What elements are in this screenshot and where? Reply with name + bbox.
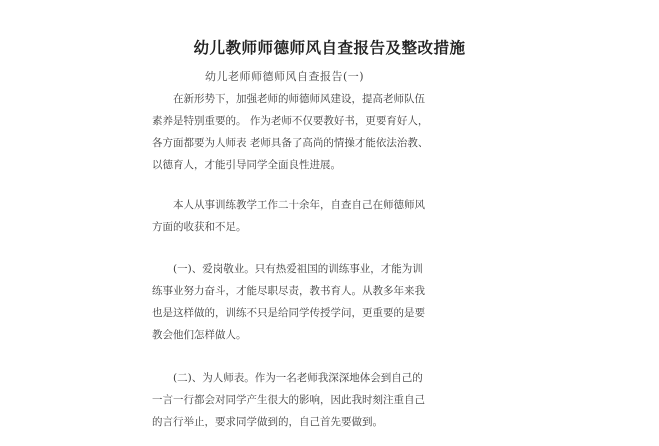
paragraph-line: (一)、爱岗敬业。只有热爱祖国的训练事业，才能为训 <box>173 263 423 275</box>
paragraph-line: 练事业努力奋斗，才能尽职尽责，教书育人。从教多年来我 <box>152 285 425 297</box>
document-title: 幼儿教师师德师风自查报告及整改措施 <box>193 39 466 57</box>
paragraph-dedication <box>152 258 472 346</box>
paragraph-line: 本人从事训练教学工作二十余年，自查自己在师德师风 <box>173 199 425 211</box>
paragraph-line: 一言一行都会对同学产生很大的影响，因此我时刻注重自己 <box>152 394 425 406</box>
paragraph-line: (二)、为人师表。作为一名老师我深深地体会到自己的 <box>173 372 423 384</box>
paragraph-line: 各方面都要为人师表 老师具备了高尚的情操才能依法治教、 <box>152 137 429 149</box>
paragraph-self-review <box>152 194 472 238</box>
paragraph-line: 以德育人，才能引导同学全面良性进展。 <box>152 159 341 171</box>
paragraph-line: 的言行举止，要求同学做到的，自己首先要做到。 <box>152 416 383 428</box>
paragraph-line: 教会他们怎样做人。 <box>152 329 247 341</box>
document-subtitle: 幼儿老师师德师风自查报告(一) <box>205 70 365 83</box>
paragraph-line: 素养是特别重要的。 作为老师不仅要教好书，更要育好人， <box>152 115 429 127</box>
paragraph-intro <box>152 88 472 176</box>
paragraph-role-model <box>152 367 472 433</box>
paragraph-line: 方面的收获和不足。 <box>152 221 247 233</box>
paragraph-line: 在新形势下，加强老师的师德师风建设，提高老师队伍 <box>173 93 425 105</box>
paragraph-line: 也是这样做的，训练不只是给同学传授学问，更重要的是要 <box>152 307 425 319</box>
